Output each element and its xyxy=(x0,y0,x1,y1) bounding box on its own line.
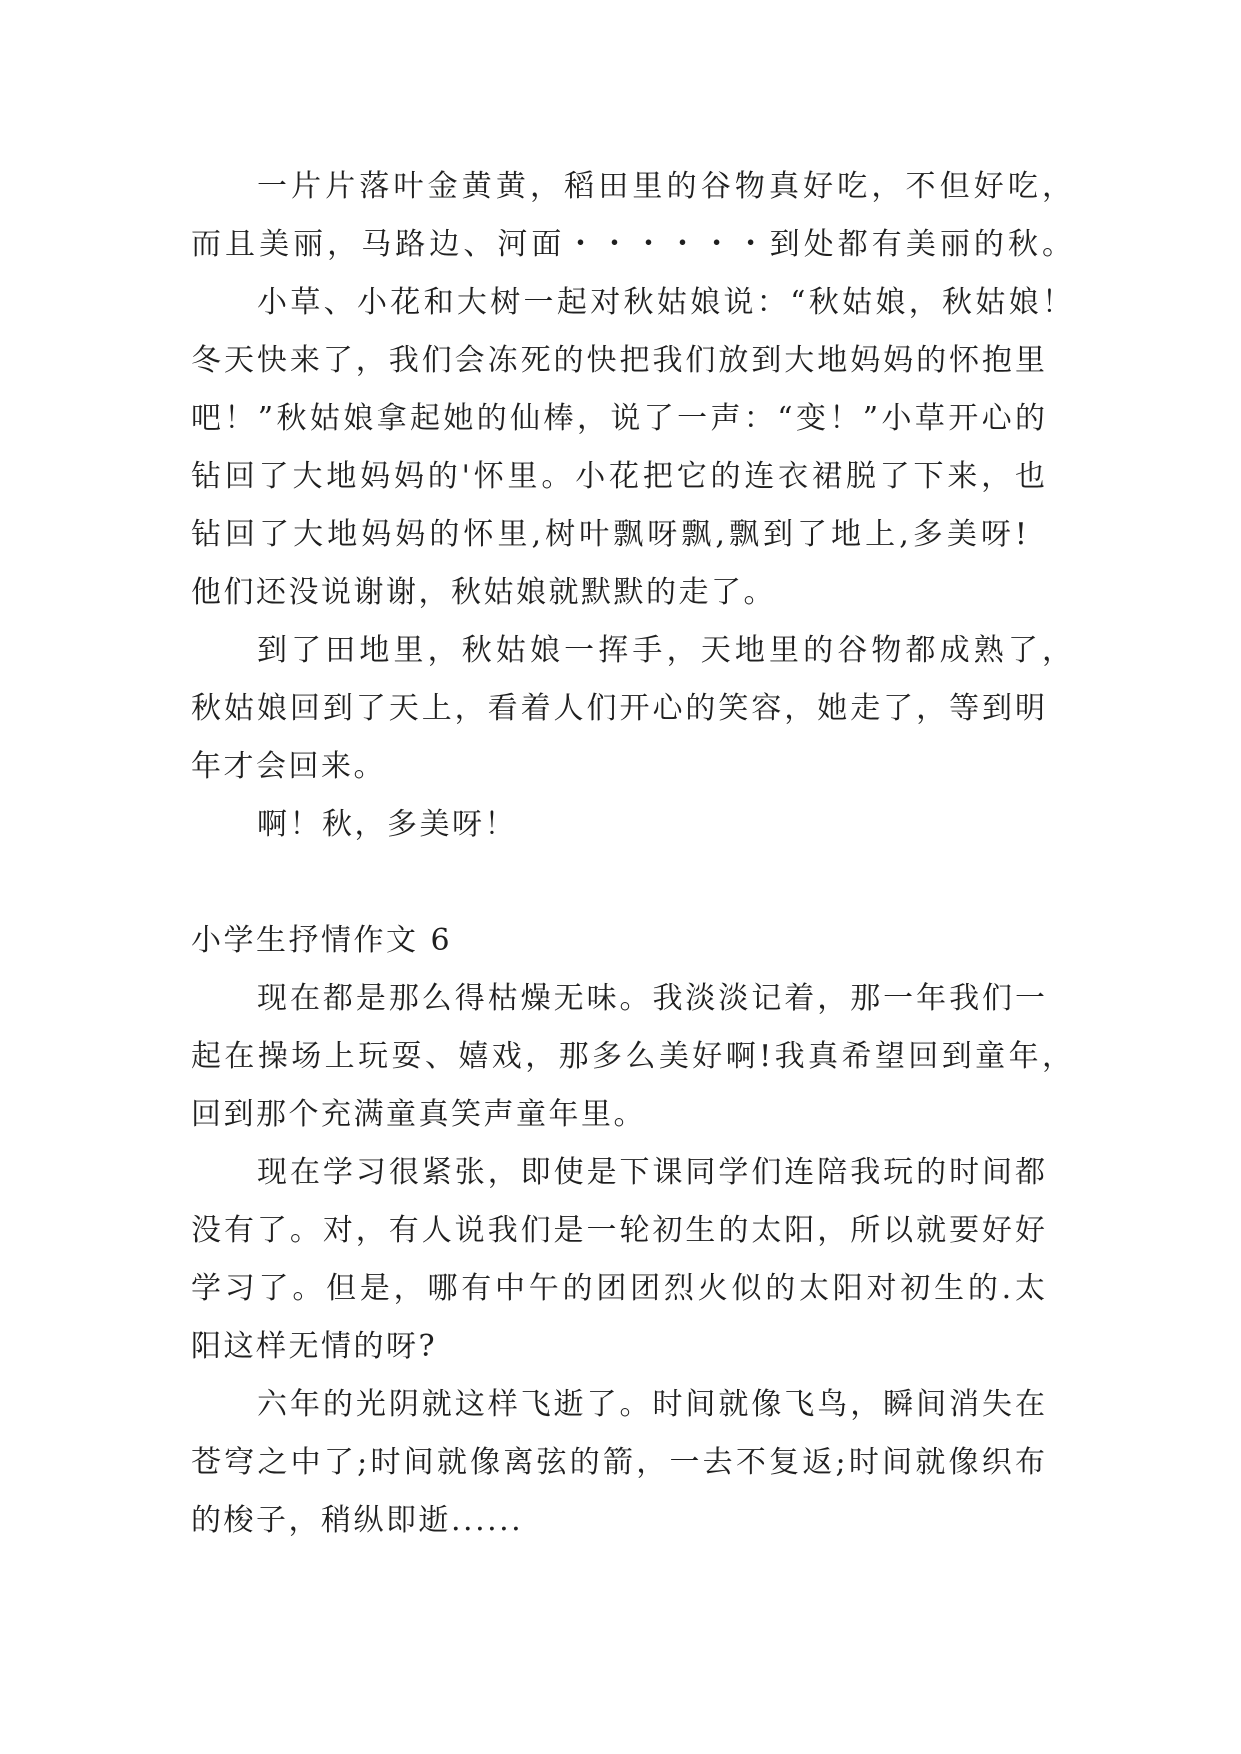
paragraph-line: 小草、小花和大树一起对秋姑娘说：“秋姑娘，秋姑娘！ xyxy=(257,285,1072,320)
paragraph-line: 阳这样无情的呀? xyxy=(191,1329,438,1364)
paragraph-line: 年才会回来。 xyxy=(191,749,386,784)
paragraph-line: 学习了。但是，哪有中午的团团烈火似的太阳对初生的.太 xyxy=(191,1271,1045,1306)
paragraph-line: 钻回了大地妈妈的怀里,树叶飘呀飘,飘到了地上,多美呀! xyxy=(191,517,1027,552)
paragraph-line: 他们还没说谢谢，秋姑娘就默默的走了。 xyxy=(191,575,776,610)
section-heading: 小学生抒情作文 6 xyxy=(191,923,453,958)
paragraph-line: 一片片落叶金黄黄，稻田里的谷物真好吃，不但好吃， xyxy=(257,169,1072,204)
paragraph-line: 起在操场上玩耍、嬉戏，那多么美好啊!我真希望回到童年， xyxy=(191,1039,1072,1074)
paragraph-line: 现在都是那么得枯燥无味。我淡淡记着，那一年我们一 xyxy=(257,981,1045,1016)
blank-line xyxy=(191,854,1091,912)
paragraph-line: 到了田地里，秋姑娘一挥手，天地里的谷物都成熟了， xyxy=(257,633,1072,668)
paragraph-line: 回到那个充满童真笑声童年里。 xyxy=(191,1097,646,1132)
document-body xyxy=(191,158,1091,1550)
paragraph-line: 秋姑娘回到了天上，看着人们开心的笑容，她走了，等到明 xyxy=(191,691,1045,726)
paragraph-line: 钻回了大地妈妈的'怀里。小花把它的连衣裙脱了下来，也 xyxy=(191,459,1045,494)
paragraph-line: 的梭子，稍纵即逝...... xyxy=(191,1503,524,1538)
paragraph-line: 而且美丽，马路边、河面・・・・・・到处都有美丽的秋。 xyxy=(191,227,1072,262)
paragraph-line: 六年的光阴就这样飞逝了。时间就像飞鸟，瞬间消失在 xyxy=(257,1387,1045,1422)
paragraph-line: 吧！”秋姑娘拿起她的仙棒，说了一声：“变！”小草开心的 xyxy=(191,401,1045,436)
paragraph-line: 现在学习很紧张，即使是下课同学们连陪我玩的时间都 xyxy=(257,1155,1045,1190)
paragraph-line: 啊！秋，多美呀！ xyxy=(257,807,517,842)
paragraph-line: 冬天快来了，我们会冻死的快把我们放到大地妈妈的怀抱里 xyxy=(191,343,1045,378)
paragraph-line: 没有了。对，有人说我们是一轮初生的太阳，所以就要好好 xyxy=(191,1213,1045,1248)
paragraph-line: 苍穹之中了;时间就像离弦的箭，一去不复返;时间就像织布 xyxy=(191,1445,1045,1480)
